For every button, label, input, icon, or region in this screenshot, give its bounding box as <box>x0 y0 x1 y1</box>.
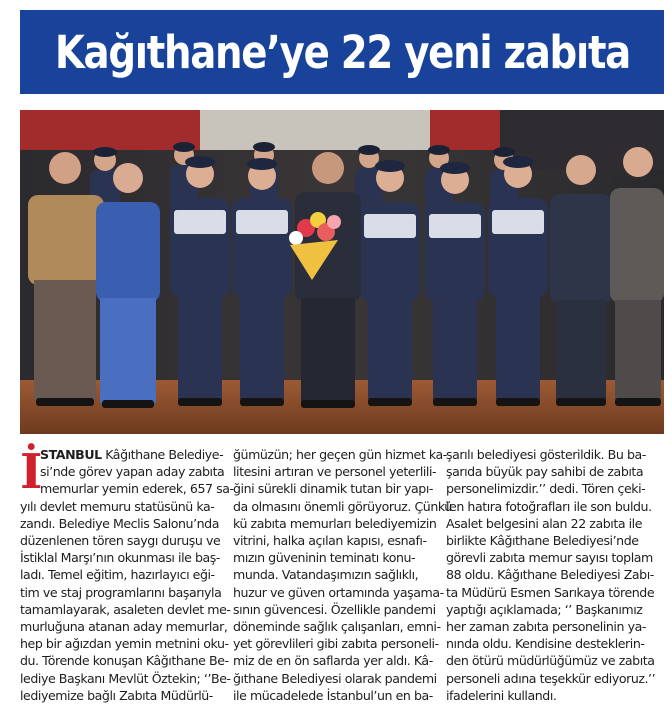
article-line: lediyemize bağlı Zabıta Müdürlü- <box>20 687 213 703</box>
article-line: munda. Vatandaşımızın sağlıklı, <box>233 567 419 583</box>
article-line: yaptığı açıklamada; ‘’ Başkanımız <box>446 601 643 617</box>
article-line: ğümüzün; her geçen gün hizmet ka- <box>233 447 447 462</box>
article-line: 88 oldu. Kâğıthane Belediyesi Zabı- <box>446 567 654 583</box>
article-line: mızın güveninin teminatı konu- <box>233 550 416 566</box>
article-line: Asalet belgesini alan 22 zabıta ile <box>446 515 643 531</box>
article-line: ifadelerini kullandı. <box>446 687 557 703</box>
article-line: görevli zabıta memur sayısı toplam <box>446 550 653 566</box>
article-line: murluğuna atanan aday memurlar, <box>20 619 228 635</box>
article-dateline: STANBUL <box>40 447 102 462</box>
article-line: vitrini, halka açılan kapısı, esnafı- <box>233 533 427 549</box>
article-line: tim ve staj programlarını başarıyla <box>20 584 222 600</box>
article-line: düzenlenen tören saygı duruşu ve <box>20 533 221 549</box>
article-column-3 <box>446 446 656 704</box>
article-line: len hatıra fotoğrafları ile son buldu. <box>446 498 652 514</box>
article-line: kü zabıta memurları belediyemizin <box>233 515 437 531</box>
article-line: tamamlayarak, asaleten devlet me- <box>20 601 231 617</box>
article-line: sının güvencesi. Özellikle pandemi <box>233 601 436 617</box>
article-line: lediye Başkanı Mevlüt Öztekin; ‘’Be- <box>20 670 231 686</box>
article-column-2 <box>233 446 452 704</box>
headline: Kağıthane’ye 22 yeni zabıta <box>54 25 630 79</box>
article-line: yet görevlileri gibi zabıta personeli- <box>233 636 439 652</box>
article-line: Kâğıthane Belediye- <box>101 447 224 462</box>
article-line: memurlar yemin ederek, 657 sa- <box>40 481 234 497</box>
article-line: zandı. Belediye Meclis Salonu’nda <box>20 515 219 531</box>
article-line: si’nde görev yapan aday zabıta <box>40 464 225 480</box>
article-column-1 <box>20 444 234 704</box>
article-line: şarılı belediyesi gösterildik. Bu ba- <box>446 447 646 462</box>
article-line: personeli adına teşekkür ediyoruz.’’ <box>446 670 656 686</box>
article-line: ile mücadelede İstanbul’un en ba- <box>233 687 433 703</box>
article-line: huzur ve güven ortamında yaşama- <box>233 584 444 600</box>
article-line: du. Törende konuşan Kâğıthane Be- <box>20 653 229 669</box>
article-line: ğıthane Belediyesi olarak pandemi <box>233 670 437 686</box>
article-line: ğini sürekli dinamik tutan bir yapı- <box>233 481 433 497</box>
article-line: İstiklal Marşı’nın okunması ile baş- <box>20 550 221 566</box>
article-line: hep bir ağızdan yemin metnini oku- <box>20 636 229 652</box>
group-photo-icon <box>20 110 664 434</box>
group-photo <box>20 110 664 434</box>
article-line: yılı devlet memuru statüsünü ka- <box>20 498 215 514</box>
article-line: den ötürü müdürlüğümüz ve zabıta <box>446 653 655 669</box>
article-line: şarıda büyük pay sahibi de zabıta <box>446 464 644 480</box>
dropcap: İ <box>20 444 43 500</box>
article-line: miz de en ön saflarda yer aldı. Kâ- <box>233 653 433 669</box>
article-line: birlikte Kâğıthane Belediyesi’nde <box>446 533 639 549</box>
article-body <box>20 444 664 703</box>
article-line: her zaman zabıta personelinin ya- <box>446 619 646 635</box>
article-line: döneminde sağlık çalışanları, emni- <box>233 619 441 635</box>
article-line: nında oldu. Kendisine desteklerin- <box>446 636 645 652</box>
article-line: personelimizdir.’’ dedi. Tören çeki- <box>446 481 646 497</box>
article-line: ta Müdürü Esmen Sarıkaya törende <box>446 584 655 600</box>
article-line: litesini artıran ve personel yeterlili- <box>233 464 437 480</box>
article-line: da olmasını önemli görüyoruz. Çünkü <box>233 498 452 514</box>
article-line: ladı. Temel eğitim, hazırlayıcı eği- <box>20 567 215 583</box>
headline-banner <box>20 10 664 94</box>
